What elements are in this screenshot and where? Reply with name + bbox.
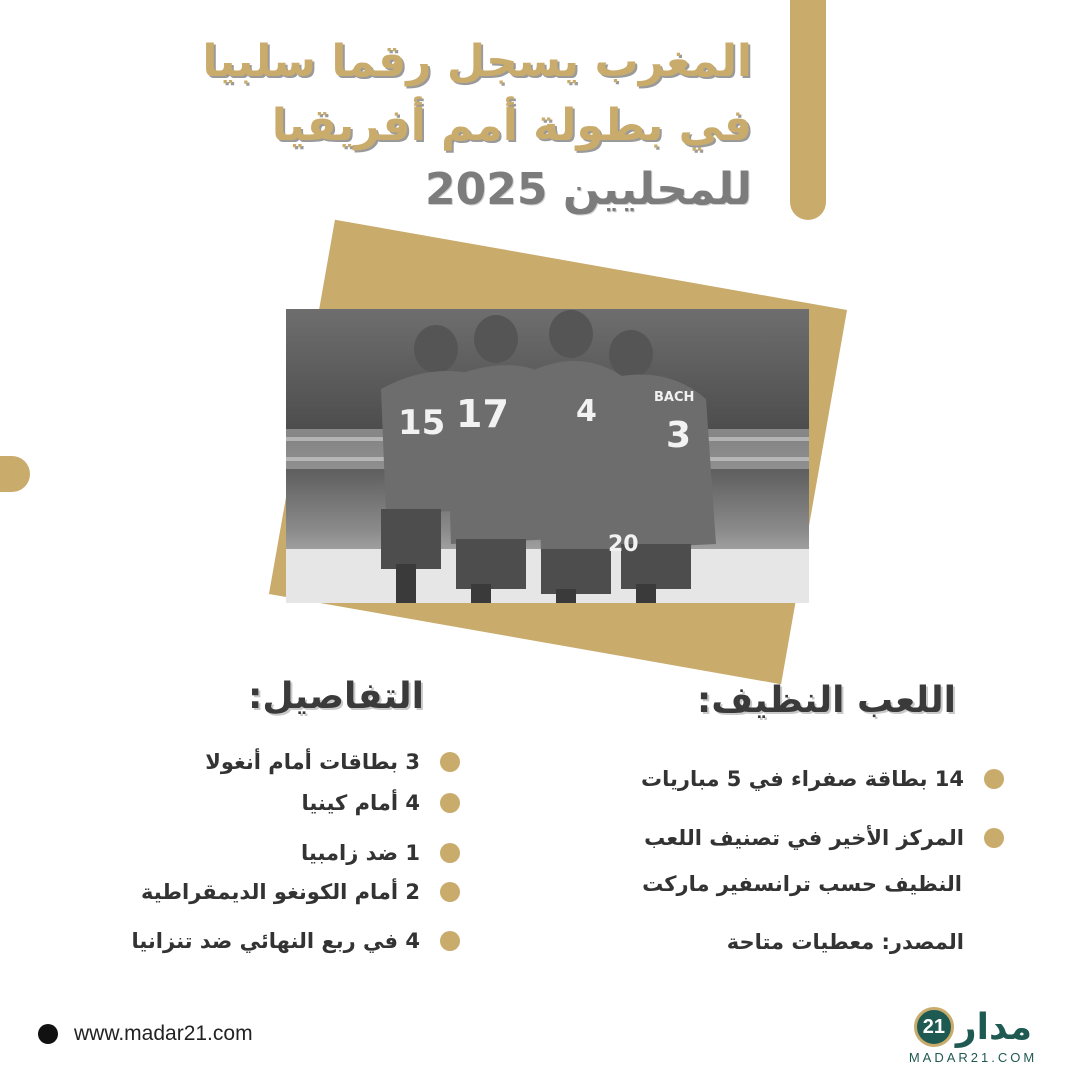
dot-icon — [38, 1024, 58, 1044]
decorative-gold-tab — [0, 456, 30, 492]
list-item: 1 ضد زامبيا — [301, 841, 460, 865]
bullet-icon — [984, 769, 1004, 789]
details-list — [60, 0, 460, 1080]
jersey-number-4: 4 — [576, 394, 597, 429]
list-item: 2 أمام الكونغو الديمقراطية — [141, 880, 460, 904]
fair-play-continuation: النظيف حسب ترانسفير ماركت — [642, 872, 962, 896]
website-link[interactable]: www.madar21.com — [38, 1022, 253, 1046]
list-item: 4 أمام كينيا — [301, 791, 460, 815]
jersey-name: BACH — [654, 390, 695, 405]
logo-badge: 21 — [914, 1007, 954, 1047]
list-item: 3 بطاقات أمام أنغولا — [205, 750, 460, 774]
source-note: المصدر: معطيات متاحة — [726, 930, 964, 954]
list-item: 14 بطاقة صفراء في 5 مباريات — [641, 767, 1004, 791]
logo-mark: مدار 21 — [893, 1004, 1053, 1050]
bullet-icon — [440, 931, 460, 951]
bullet-icon — [440, 882, 460, 902]
jersey-number-15: 15 — [398, 403, 446, 443]
bullet-icon — [984, 828, 1004, 848]
jersey-number-20: 20 — [608, 532, 639, 557]
madar21-logo — [893, 1004, 1053, 1070]
logo-text: MADAR21.COM — [908, 1050, 1038, 1065]
bullet-icon — [440, 843, 460, 863]
bullet-icon — [440, 752, 460, 772]
fair-play-list — [584, 0, 1004, 1080]
jersey-number-3: 3 — [666, 415, 692, 456]
title-line-3: للمحليين 2025 — [425, 164, 752, 215]
title-line-1: المغرب يسجل رقما سلبيا — [202, 36, 752, 87]
fair-play-heading: اللعب النظيف: — [696, 680, 956, 721]
list-item: 4 في ربع النهائي ضد تنزانيا — [131, 929, 460, 953]
bullet-icon — [440, 793, 460, 813]
title-line-2: في بطولة أمم أفريقيا — [271, 100, 752, 151]
details-heading: التفاصيل: — [248, 676, 424, 717]
jersey-number-17: 17 — [456, 392, 509, 436]
list-item: المركز الأخير في تصنيف اللعب — [644, 826, 1004, 850]
